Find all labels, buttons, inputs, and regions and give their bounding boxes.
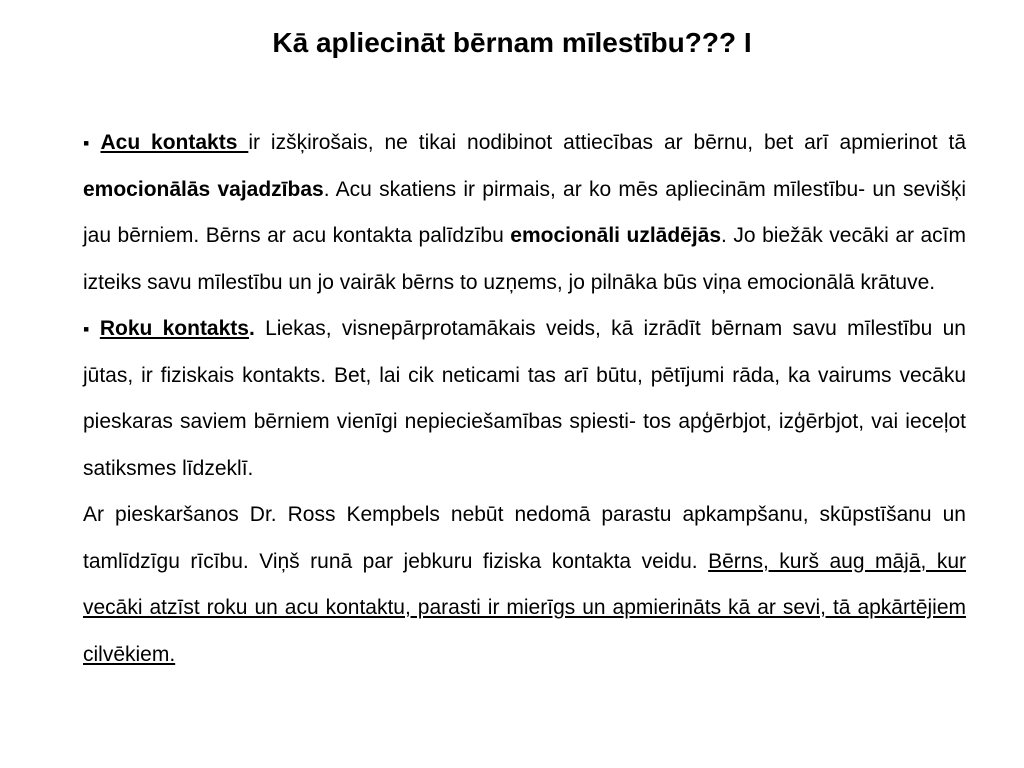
bullet-eye-contact bbox=[83, 120, 966, 306]
eye-contact-text-2: . Acu skatiens ir pirmais, ar ko mēs apliecinām mīlestību- un sevišķi jau bērniem. Bērns ar acu kontakta palīdzību bbox=[83, 177, 967, 247]
kempbels-text: Ar pieskaršanos Dr. Ross Kempbels nebūt nedomā parastu apkampšanu, skūpstīšanu un tamlīdzīgu rīcību. Viņš runā par jebkuru fiziska kontakta veidu. bbox=[83, 503, 966, 573]
slide-body bbox=[83, 120, 966, 678]
kempbels-paragraph bbox=[83, 492, 966, 678]
eye-contact-heading: Acu kontakts bbox=[100, 131, 249, 154]
bullet-hand-contact bbox=[83, 306, 966, 492]
emotional-needs-term: emocionālās vajadzības bbox=[83, 177, 324, 201]
hand-contact-text: Liekas, visnepārprotamākais veids, kā izrādīt bērnam savu mīlestību un jūtas, ir fiziskais kontakts. Bet, lai cik neticami tas arī būtu, pētījumi rāda, ka vairums vecāku pieskaras saviem bērniem vienīgi nepieciešamības spiesti- tos apģērbjot, izģērbjot, vai ieceļot satiksmes līdzeklī. bbox=[83, 317, 966, 480]
hand-contact-heading: Roku kontakts bbox=[99, 317, 249, 340]
kempbels-underlined-text: Bērns, kurš aug mājā, kur vecāki atzīst roku un acu kontaktu, parasti ir mierīgs un apmierināts kā ar sevi, tā apkārtējiem cilvēkiem. bbox=[83, 549, 967, 666]
hand-contact-heading-period: . bbox=[248, 317, 255, 340]
eye-contact-text-1: ir izšķirošais, ne tikai nodibinot attiecības ar bērnu, bet arī apmierinot tā bbox=[248, 131, 967, 154]
slide-title: Kā apliecināt bērnam mīlestību??? I bbox=[272, 27, 752, 58]
emotionally-charged-term: emocionāli uzlādējās bbox=[510, 224, 722, 247]
eye-contact-text-3: . Jo biežāk vecāki ar acīm izteiks savu mīlestību un jo vairāk bērns to uzņems, jo pilnāka būs viņa emocionālā krātuve. bbox=[83, 224, 967, 294]
bullet-marker-icon: ▪ bbox=[83, 133, 95, 153]
bullet-marker-icon: ▪ bbox=[83, 319, 94, 339]
